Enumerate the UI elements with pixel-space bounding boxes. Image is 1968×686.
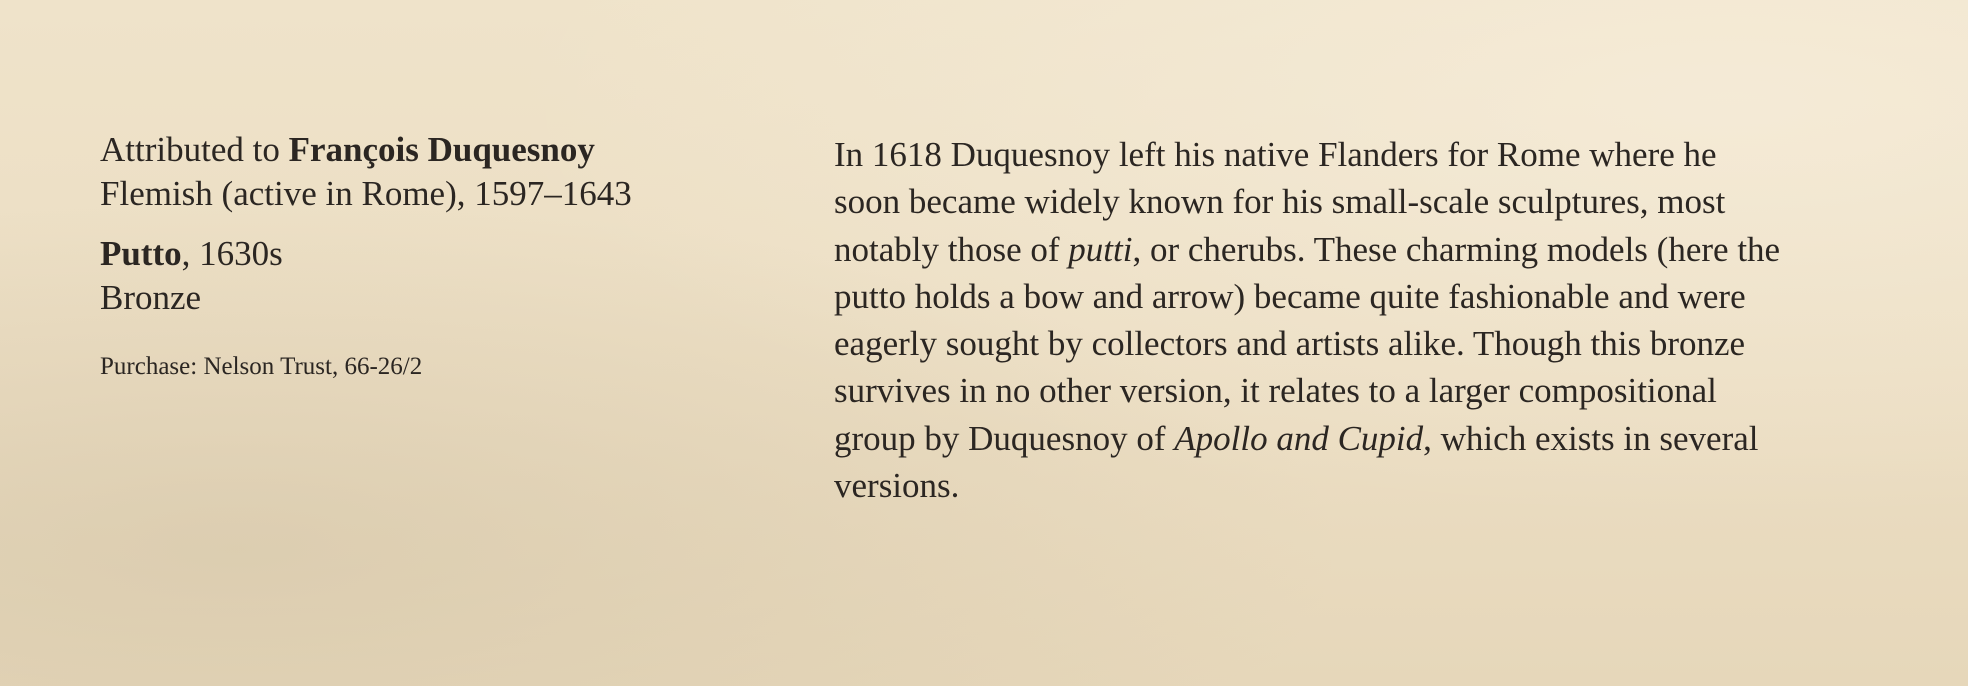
description-paragraph xyxy=(834,131,1914,509)
nationality-dates: Flemish (active in Rome), 1597–1643 xyxy=(100,174,632,213)
medium: Bronze xyxy=(100,278,202,317)
description-line: soon became widely known for his small-scale sculptures, most xyxy=(834,182,1726,222)
description-line xyxy=(834,415,1914,462)
description-italic-title: Apollo and Cupid xyxy=(1174,418,1424,458)
work-title: Putto xyxy=(100,234,182,273)
artist-name: François Duquesnoy xyxy=(288,130,595,169)
label-tombstone xyxy=(100,128,800,409)
credit-line: Purchase: Nelson Trust, 66-26/2 xyxy=(100,353,423,380)
label-description xyxy=(834,131,1914,509)
description-line: putto holds a bow and arrow) became quite fashionable and were xyxy=(834,276,1746,316)
description-line: In 1618 Duquesnoy left his native Flanders for Rome where he xyxy=(834,135,1717,174)
description-italic-putti: putti xyxy=(1068,229,1133,269)
attribution-line xyxy=(100,128,800,172)
description-text: notably those of xyxy=(834,229,1069,269)
work-title-line xyxy=(100,232,800,276)
description-line: eagerly sought by collectors and artists alike. Though this bronze xyxy=(834,324,1746,364)
attribution-prefix: Attributed to xyxy=(100,130,289,169)
description-line xyxy=(834,226,1914,273)
description-line: survives in no other version, it relates to a larger compositional xyxy=(834,371,1717,411)
description-line: versions. xyxy=(834,466,960,506)
description-text: , or cherubs. These charming models (here the xyxy=(1132,229,1781,269)
description-text: , which exists in several xyxy=(1423,418,1759,458)
description-text: group by Duquesnoy of xyxy=(834,418,1175,458)
work-date: , 1630s xyxy=(181,234,283,273)
